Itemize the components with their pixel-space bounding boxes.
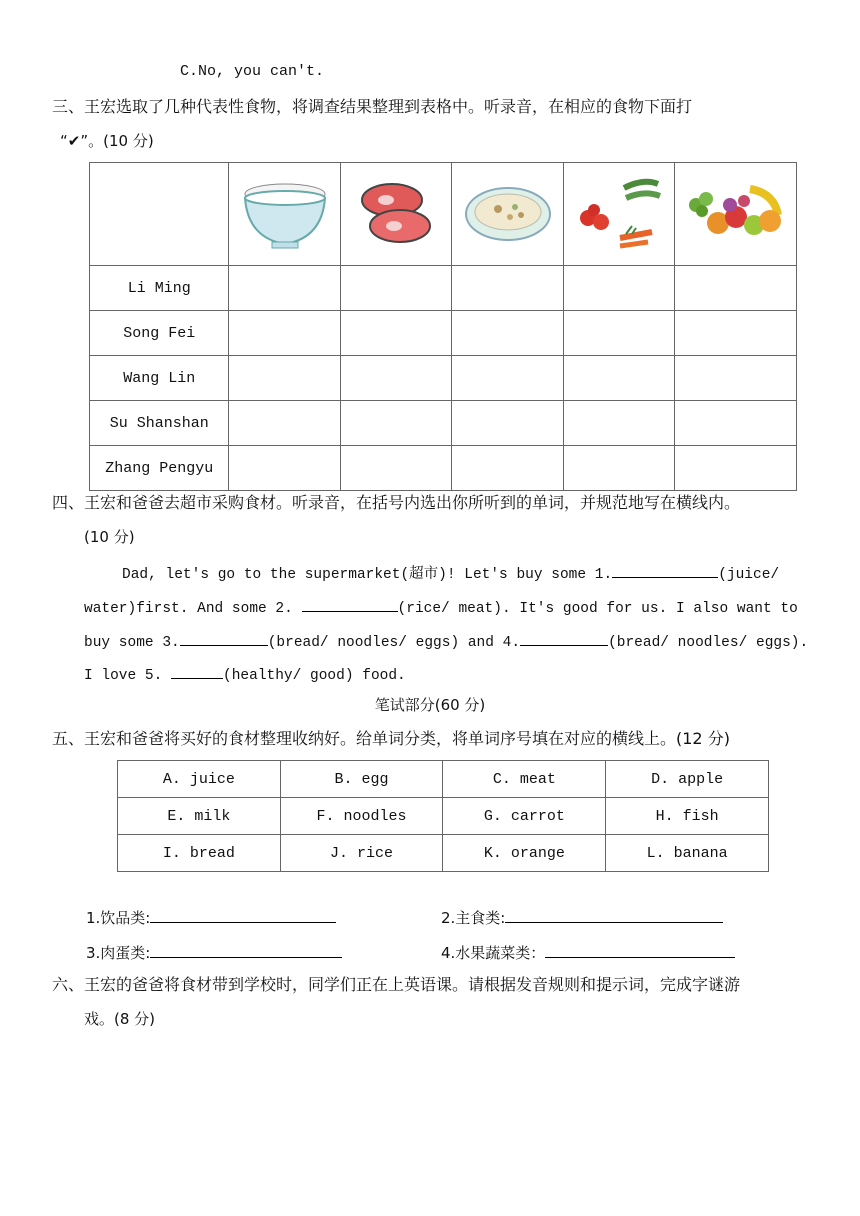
check-cell[interactable] — [452, 356, 564, 401]
name-cell: Zhang Pengyu — [90, 446, 229, 491]
blank-4[interactable] — [520, 629, 608, 646]
q6-instruction-cont: 戏。(8 分) — [84, 1010, 156, 1028]
name-cell: Song Fei — [90, 311, 229, 356]
word-cell: D. apple — [606, 761, 769, 798]
check-cell[interactable] — [341, 266, 452, 311]
category-staple: 2.主食类: — [441, 906, 723, 928]
check-cell[interactable] — [229, 401, 341, 446]
check-cell[interactable] — [563, 401, 675, 446]
check-cell[interactable] — [675, 401, 797, 446]
check-cell[interactable] — [341, 446, 452, 491]
q3-instruction: 三、王宏选取了几种代表性食物，将调查结果整理到表格中。听录音，在相应的食物下面打 — [52, 97, 693, 116]
q5-word-table — [117, 760, 769, 872]
food-meat — [341, 163, 452, 266]
check-cell[interactable] — [675, 356, 797, 401]
check-cell[interactable] — [229, 446, 341, 491]
name-cell: Li Ming — [90, 266, 229, 311]
food-rice — [229, 163, 341, 266]
blank-5[interactable] — [171, 662, 223, 679]
word-cell: A. juice — [118, 761, 281, 798]
check-cell[interactable] — [229, 356, 341, 401]
check-cell[interactable] — [452, 266, 564, 311]
check-cell[interactable] — [563, 356, 675, 401]
q4-instruction-cont: (10 分) — [84, 528, 135, 546]
food-fruit — [675, 163, 797, 266]
word-cell: F. noodles — [280, 798, 443, 835]
food-vegetables — [563, 163, 675, 266]
category-staple-blank[interactable] — [505, 906, 723, 923]
option-c: C.No, you can't. — [180, 63, 325, 80]
category-meat-egg-blank[interactable] — [150, 941, 342, 958]
blank-1[interactable] — [612, 561, 718, 578]
q4-passage-line2: water)first. And some 2. (rice/ meat). It's good for us. I also want to — [84, 595, 798, 619]
name-cell: Wang Lin — [90, 356, 229, 401]
q4-instruction: 四、王宏和爸爸去超市采购食材。听录音，在括号内选出你所听到的单词，并规范地写在横线内。 — [52, 493, 741, 512]
check-cell[interactable] — [229, 311, 341, 356]
written-section-header: 笔试部分(60 分) — [374, 696, 486, 714]
check-cell[interactable] — [675, 266, 797, 311]
category-drinks: 1.饮品类: — [86, 906, 336, 928]
check-cell[interactable] — [675, 446, 797, 491]
word-cell: I. bread — [118, 835, 281, 872]
fruit-icon — [684, 179, 788, 249]
word-cell: H. fish — [606, 798, 769, 835]
category-fruit-veg-blank[interactable] — [545, 941, 735, 958]
word-cell: E. milk — [118, 798, 281, 835]
q4-passage-line3: buy some 3. (bread/ noodles/ eggs) and 4. (bread/ noodles/ eggs). — [84, 629, 808, 653]
name-cell: Su Shanshan — [90, 401, 229, 446]
q4-passage-line4: I love 5. (healthy/ good) food. — [84, 662, 406, 686]
blank-2[interactable] — [302, 595, 398, 612]
word-cell: B. egg — [280, 761, 443, 798]
category-meat-egg: 3.肉蛋类: — [86, 941, 342, 963]
check-cell[interactable] — [563, 446, 675, 491]
food-soup — [452, 163, 564, 266]
blank-3[interactable] — [180, 629, 268, 646]
word-cell: G. carrot — [443, 798, 606, 835]
category-fruit-veg: 4.水果蔬菜类： — [441, 941, 735, 963]
check-cell[interactable] — [341, 356, 452, 401]
check-cell[interactable] — [341, 401, 452, 446]
q5-instruction: 五、王宏和爸爸将买好的食材整理收纳好。给单词分类，将单词序号填在对应的横线上。(12 分) — [52, 729, 730, 748]
q3-survey-table — [89, 162, 797, 491]
check-cell[interactable] — [452, 311, 564, 356]
rice-bowl-icon — [238, 176, 332, 252]
q4-passage-line1: Dad, let's go to the supermarket(超市)! Let's buy some 1. (juice/ — [122, 561, 779, 585]
q3-instruction-cont: “✔”。(10 分) — [60, 132, 154, 150]
check-cell[interactable] — [452, 401, 564, 446]
q6-instruction: 六、王宏的爸爸将食材带到学校时，同学们正在上英语课。请根据发音规则和提示词，完成字谜游 — [52, 975, 741, 994]
word-cell: J. rice — [280, 835, 443, 872]
category-drinks-blank[interactable] — [150, 906, 336, 923]
check-cell[interactable] — [563, 266, 675, 311]
check-cell[interactable] — [452, 446, 564, 491]
vegetables-icon — [574, 174, 664, 254]
check-cell[interactable] — [341, 311, 452, 356]
soup-icon — [463, 179, 553, 249]
corner-cell — [90, 163, 229, 266]
word-cell: L. banana — [606, 835, 769, 872]
check-cell[interactable] — [229, 266, 341, 311]
word-cell: K. orange — [443, 835, 606, 872]
check-cell[interactable] — [563, 311, 675, 356]
word-cell: C. meat — [443, 761, 606, 798]
check-cell[interactable] — [675, 311, 797, 356]
meat-icon — [356, 176, 436, 252]
